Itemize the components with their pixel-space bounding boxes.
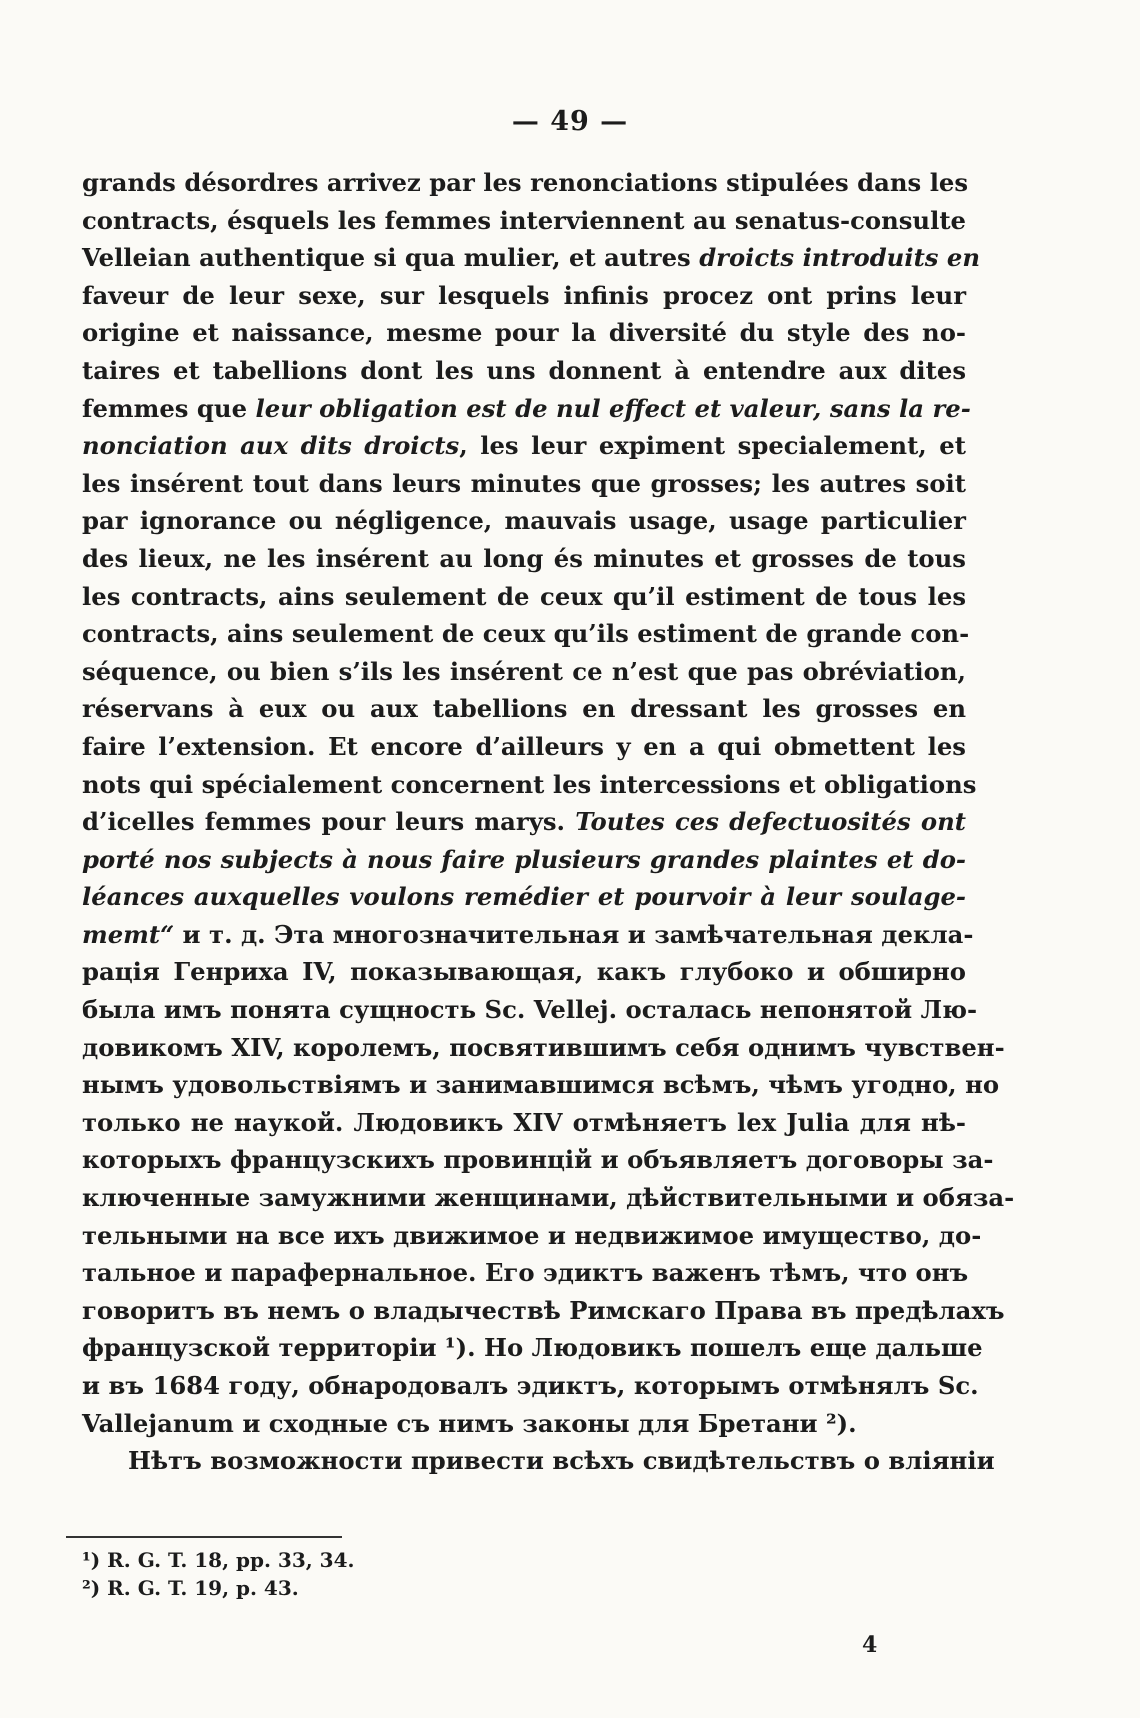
text-segment: которыхъ французскихъ провинцій и объявляетъ договоры за- bbox=[82, 1145, 994, 1175]
text-line bbox=[82, 653, 966, 691]
text-line bbox=[82, 991, 978, 1029]
text-line bbox=[82, 1292, 1005, 1330]
footnote-divider bbox=[66, 1536, 342, 1538]
text-segment: Нѣтъ возможности привести всѣхъ свидѣтельствъ о вліяніи bbox=[128, 1446, 995, 1476]
text-line bbox=[82, 390, 971, 428]
text-segment: contracts, ésquels les femmes interviennent au senatus-consulte bbox=[82, 205, 966, 235]
text-line bbox=[82, 1141, 994, 1179]
text-segment: les contracts, ains seulement de ceux qu’il estiment de tous les bbox=[82, 581, 966, 611]
text-line bbox=[82, 1254, 969, 1292]
text-line bbox=[82, 916, 974, 954]
text-segment: тальное и парафернальное. Его эдиктъ важенъ тѣмъ, что онъ bbox=[82, 1258, 969, 1288]
text-segment: довикомъ XIV, королемъ, посвятившимъ себя однимъ чувствен- bbox=[82, 1032, 1005, 1062]
text-segment: contracts, ains seulement de ceux qu’ils estiment de grande con- bbox=[82, 619, 970, 649]
text-line bbox=[82, 277, 966, 315]
text-line bbox=[82, 578, 966, 616]
footnote-1: ¹) R. G. T. 18, pp. 33, 34. bbox=[82, 1548, 355, 1572]
text-line bbox=[82, 1442, 995, 1480]
text-segment: les insérent tout dans leurs minutes que grosses; les autres soit bbox=[82, 468, 966, 498]
italic-segment: Toutes ces defectuosités ont bbox=[575, 807, 966, 837]
text-line bbox=[82, 465, 966, 503]
italic-segment: droicts introduits en bbox=[699, 243, 981, 273]
signature-mark: 4 bbox=[862, 1632, 878, 1658]
text-line bbox=[82, 427, 966, 465]
text-line bbox=[82, 690, 966, 728]
text-line bbox=[82, 1329, 983, 1367]
text-segment: нымъ удовольствіямъ и занимавшимся всѣмъ, чѣмъ угодно, но bbox=[82, 1070, 1000, 1100]
text-line bbox=[82, 615, 970, 653]
text-line bbox=[82, 953, 966, 991]
text-line bbox=[82, 239, 981, 277]
text-segment: Velleian authentique si qua mulier, et autres bbox=[82, 243, 700, 273]
text-segment: и въ 1684 году, обнародовалъ эдиктъ, которымъ отмѣнялъ Sc. bbox=[82, 1371, 979, 1400]
text-line bbox=[82, 540, 966, 578]
text-segment: faveur de leur sexe, sur lesquels infinis procez ont prins leur bbox=[82, 280, 966, 310]
text-segment: nots qui spécialement concernent les intercessions et obligations bbox=[82, 769, 977, 799]
text-segment: Vallejanum и сходные съ нимъ законы для Бретани ²). bbox=[82, 1408, 857, 1438]
text-line bbox=[82, 1217, 982, 1255]
text-segment: d’icelles femmes pour leurs marys. bbox=[82, 807, 576, 837]
italic-segment: léances auxquelles voulons remédier et pourvoir à leur soulage- bbox=[82, 882, 966, 912]
body-text bbox=[82, 164, 1015, 1480]
text-line bbox=[82, 766, 977, 804]
text-line bbox=[82, 1367, 979, 1405]
text-line bbox=[82, 1029, 1005, 1067]
text-line bbox=[82, 352, 966, 390]
text-line bbox=[82, 164, 969, 202]
text-segment: grands désordres arrivez par les renonciations stipulées dans les bbox=[82, 168, 969, 197]
text-line bbox=[82, 728, 966, 766]
italic-segment: leur obligation est de nul effect et valeur, sans la re- bbox=[255, 393, 971, 423]
text-segment: séquence, ou bien s’ils les insérent ce n’est que pas obréviation, bbox=[82, 656, 966, 686]
text-line bbox=[82, 1104, 966, 1142]
text-line bbox=[82, 1066, 1000, 1104]
text-line bbox=[82, 841, 966, 879]
text-line bbox=[82, 502, 966, 540]
text-segment: ключенные замужними женщинами, дѣйствительными и обяза- bbox=[82, 1183, 1015, 1213]
text-segment: des lieux, ne les insérent au long és minutes et grosses de tous bbox=[82, 543, 966, 573]
footnotes bbox=[82, 1546, 354, 1602]
text-line bbox=[82, 803, 966, 841]
text-segment: , les leur expiment specialement, et bbox=[459, 431, 966, 461]
text-segment: par ignorance ou négligence, mauvais usage, usage particulier bbox=[82, 506, 966, 536]
text-segment: тельными на все ихъ движимое и недвижимое имущество, до- bbox=[82, 1220, 982, 1250]
text-segment: faire l’extension. Et encore d’ailleurs y en a qui obmettent les bbox=[82, 731, 966, 761]
text-line bbox=[82, 314, 966, 352]
text-line bbox=[82, 202, 966, 240]
text-line bbox=[82, 1405, 966, 1443]
text-line bbox=[82, 878, 966, 916]
footnote-2: ²) R. G. T. 19, p. 43. bbox=[82, 1576, 299, 1600]
page-number: — 49 — bbox=[511, 106, 629, 137]
text-line bbox=[82, 1179, 1015, 1217]
italic-segment: nonciation aux dits droicts bbox=[82, 431, 460, 461]
text-segment: origine et naissance, mesme pour la diversité du style des no- bbox=[82, 318, 966, 348]
text-segment: réservans à eux ou aux tabellions en dressant les grosses en bbox=[82, 694, 966, 724]
text-segment: рація Генриха IV, показывающая, какъ глубоко и обширно bbox=[82, 957, 966, 987]
text-segment: французской территоріи ¹). Но Людовикъ пошелъ еще дальше bbox=[82, 1333, 983, 1363]
italic-segment: memt“ bbox=[82, 919, 175, 949]
text-segment: говоритъ въ немъ о владычествѣ Римскаго Права въ предѣлахъ bbox=[82, 1295, 1005, 1325]
text-segment: только не наукой. Людовикъ XIV отмѣняетъ lex Julia для нѣ- bbox=[82, 1107, 966, 1137]
text-segment: и т. д. Эта многозначительная и замѣчательная декла- bbox=[174, 919, 974, 949]
text-segment: femmes que bbox=[82, 393, 256, 423]
text-segment: была имъ понята сущность Sc. Vellej. осталась непонятой Лю- bbox=[82, 995, 978, 1025]
italic-segment: porté nos subjects à nous faire plusieurs grandes plaintes et do- bbox=[82, 844, 966, 874]
text-segment: taires et tabellions dont les uns donnent à entendre aux dites bbox=[82, 355, 966, 385]
